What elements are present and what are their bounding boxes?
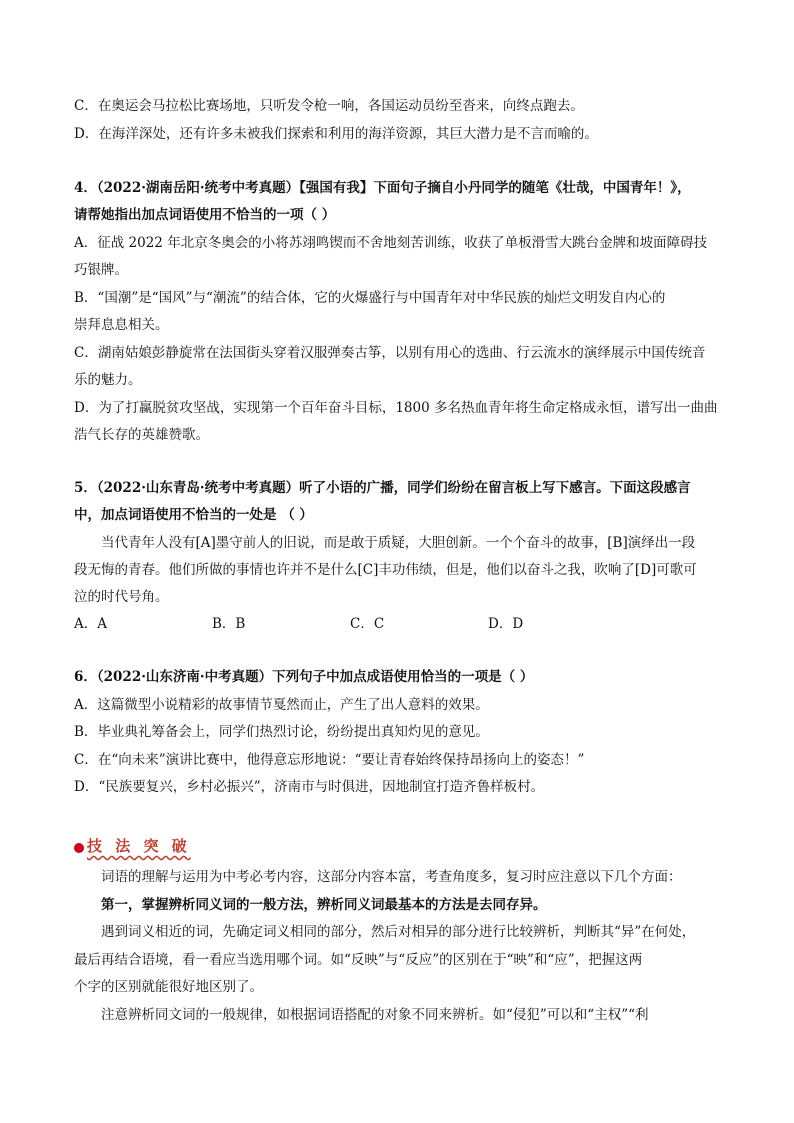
question-4-option-d: D．为了打赢脱贫攻坚战，实现第一个百年奋斗目标，1800 多名热血青年将生命定格成永恒，谱写出一曲曲 xyxy=(74,400,718,416)
question-5-option-b: B．B xyxy=(212,616,246,632)
question-5-stem-line2: 中，加点词语使用不恰当的一处是 （ ） xyxy=(74,507,313,523)
section-intro: 词语的理解与运用为中考必考内容，这部分内容本富，考查角度多，复习时应注意以下几个方面： xyxy=(101,869,682,885)
bullet-dot-icon xyxy=(74,843,84,853)
question-5-stem-line1: 5．（2022·山东青岛·统考中考真题）听了小语的广播，同学们纷纷在留言板上写下感言。下面这段感言 xyxy=(74,480,691,496)
question-4-stem-line2: 请帮她指出加点词语使用不恰当的一项（ ） xyxy=(74,207,336,223)
question-5-options xyxy=(74,614,734,634)
section-title: 技 法 突 破 xyxy=(87,837,191,855)
question-6-option-c: C．在“向未来”演讲比赛中，他得意忘形地说：“要让青春始终保持昂扬向上的姿态！” xyxy=(74,752,585,768)
question-5-option-c: C．C xyxy=(350,616,385,632)
question-4-option-b: B．“国潮”是“国风”与“潮流”的结合体，它的火爆盛行与中国青年对中华民族的灿烂文明发自内心的 xyxy=(74,290,666,306)
question-4-option-c: C．湖南姑娘彭静旋常在法国街头穿着汉服弹奏古筝，以别有用心的选曲、行云流水的演绎展示中国传统音 xyxy=(74,345,706,361)
question-5-passage-line1: 当代青年人没有[A]墨守前人的旧说，而是敢于质疑，大胆创新。一个个奋斗的故事，[B]演绎出一段 xyxy=(101,535,696,551)
question-4-stem-line1: 4．（2022·湖南岳阳·统考中考真题）【强国有我】下面句子摘自小丹同学的随笔《壮哉，中国青年！》， xyxy=(74,180,691,196)
question-4-option-c-cont: 乐的魅力。 xyxy=(74,372,142,388)
question-4-option-b-cont: 崇拜息息相关。 xyxy=(74,317,169,333)
section-paragraph-line4: 注意辨析同文词的一般规律，如根据词语搭配的对象不同来辨析。如“侵犯”可以和“主权”“利 xyxy=(101,1007,649,1023)
question-4-option-a: A．征战 2022 年北京冬奥会的小将苏翊鸣锲而不舍地刻苦训练，收获了单板滑雪大跳台金牌和坡面障碍技 xyxy=(74,235,708,251)
question-4-option-d-cont: 浩气长存的英雄赞歌。 xyxy=(74,427,209,443)
section-heading xyxy=(74,836,734,857)
question-5-passage-line2: 段无悔的青春。他们所做的事情也许并不是什么[C]丰功伟绩，但是，他们以奋斗之我，吹响了[D]可歌可 xyxy=(74,562,697,578)
question-6-option-b: B．毕业典礼筹备会上，同学们热烈讨论，纷纷提出真知灼见的意见。 xyxy=(74,724,489,740)
option-d-top: D．在海洋深处，还有许多未被我们探索和利用的海洋资源，其巨大潜力是不言而喻的。 xyxy=(74,126,598,142)
question-6-option-a: A．这篇微型小说精彩的故事情节戛然而止，产生了出人意料的效果。 xyxy=(74,697,489,713)
question-5-option-d: D．D xyxy=(488,616,524,632)
section-paragraph-line1: 遇到词义相近的词，先确定词义相同的部分，然后对相异的部分进行比较辨析，判断其“异”在何处， xyxy=(101,924,696,940)
option-c-top: C．在奥运会马拉松比赛场地，只听发令枪一响，各国运动员纷至沓来，向终点跑去。 xyxy=(74,98,584,114)
question-5-option-a: A．A xyxy=(74,616,107,632)
section-paragraph-line3: 个字的区别就能很好地区别了。 xyxy=(74,979,263,995)
section-paragraph-line2: 最后再结合语境，看一看应当选用哪个词。如“反映”与“反应”的区别在于“映”和“应”，把握这两 xyxy=(74,952,643,968)
question-4-option-a-cont: 巧银牌。 xyxy=(74,262,128,278)
question-5-passage-line3: 泣的时代号角。 xyxy=(74,589,169,605)
question-6-option-d: D．“民族要复兴，乡村必振兴”，济南市与时俱进，因地制宜打造齐鲁样板村。 xyxy=(74,779,545,795)
question-6-stem: 6．（2022·山东济南·中考真题）下列句子中加点成语使用恰当的一项是（ ） xyxy=(74,669,534,685)
section-point-one: 第一，掌握辨析同义词的一般方法，辨析同义词最基本的方法是去同存异。 xyxy=(101,897,547,913)
